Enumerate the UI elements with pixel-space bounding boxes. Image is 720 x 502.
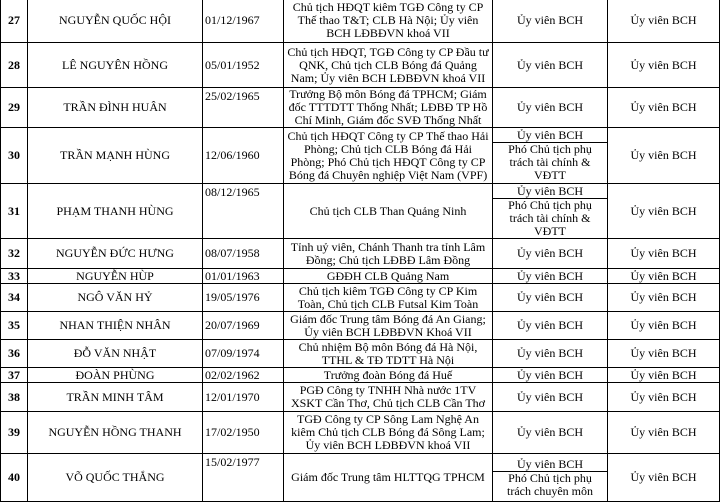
birth-date: 07/09/1974	[203, 340, 284, 368]
member-description: Chủ tịch CLB Than Quảng Ninh	[284, 184, 493, 239]
member-description: Chủ tịch kiêm TGĐ Công ty CP Kim Toàn, Chủ tịch CLB Futsal Kim Toàn	[284, 284, 493, 312]
birth-date: 12/06/1960	[203, 128, 284, 184]
member-description: Chủ tịch HĐQT kiêm TGĐ Công ty CP Thế thao T&T; CLB Hà Nội; Ủy viên BCH LĐBĐVN khoá VII	[284, 0, 493, 43]
member-name: PHẠM THANH HÙNG	[28, 184, 203, 239]
position-before: Ủy viên BCH	[493, 43, 608, 88]
table-row	[1, 43, 720, 88]
birth-date: 20/07/1969	[203, 312, 284, 340]
row-number: 27	[1, 0, 28, 43]
position-after: Ủy viên BCH	[608, 43, 720, 88]
table-row	[1, 269, 720, 284]
position-before: Ủy viên BCH	[493, 88, 608, 128]
row-number: 35	[1, 312, 28, 340]
member-name: NGUYỄN QUỐC HỘI	[28, 0, 203, 43]
member-name: NGUYỄN HÙP	[28, 269, 203, 284]
position-after: Ủy viên BCH	[608, 368, 720, 383]
position-before-primary: Ủy viên BCH	[493, 129, 607, 143]
row-number: 36	[1, 340, 28, 368]
position-after: Ủy viên BCH	[608, 284, 720, 312]
member-name: LÊ NGUYÊN HỒNG	[28, 43, 203, 88]
birth-date: 02/02/1962	[203, 368, 284, 383]
row-number: 40	[1, 454, 28, 502]
position-after: Ủy viên BCH	[608, 412, 720, 454]
position-before: Ủy viên BCH	[493, 383, 608, 412]
member-name: ĐỖ VĂN NHẬT	[28, 340, 203, 368]
member-name: ĐOÀN PHÙNG	[28, 368, 203, 383]
position-after: Ủy viên BCH	[608, 88, 720, 128]
birth-date: 08/12/1965	[203, 184, 284, 239]
table-row	[1, 88, 720, 128]
row-number: 39	[1, 412, 28, 454]
birth-date: 25/02/1965	[203, 88, 284, 128]
position-before	[493, 184, 608, 239]
birth-date: 01/01/1963	[203, 269, 284, 284]
table-row	[1, 340, 720, 368]
position-after: Ủy viên BCH	[608, 269, 720, 284]
position-before-secondary: Phó Chủ tịch phụ trách tài chính & VĐTT	[508, 142, 592, 182]
table-row	[1, 312, 720, 340]
member-description: TGĐ Công ty CP Sông Lam Nghệ An kiêm Chủ tịch CLB Bóng đá Sông Lam; Ủy viên BCH LĐBĐVN khoá VII	[284, 412, 493, 454]
birth-date: 12/01/1970	[203, 383, 284, 412]
member-description: GĐĐH CLB Quảng Nam	[284, 269, 493, 284]
member-name: TRẦN ĐÌNH HUÂN	[28, 88, 203, 128]
member-name: NHAN THIỆN NHÂN	[28, 312, 203, 340]
position-before: Ủy viên BCH	[493, 412, 608, 454]
member-description: PGĐ Công ty TNHH Nhà nước 1TV XSKT Cần Thơ, Chủ tịch CLB Cần Thơ	[284, 383, 493, 412]
table-row	[1, 383, 720, 412]
table-row	[1, 184, 720, 239]
position-after: Ủy viên BCH	[608, 312, 720, 340]
member-description: Giám đốc Trung tâm HLTTQG TPHCM	[284, 454, 493, 502]
member-name: NGÔ VĂN HỶ	[28, 284, 203, 312]
position-after: Ủy viên BCH	[608, 340, 720, 368]
position-before-primary: Ủy viên BCH	[493, 185, 607, 199]
position-before-secondary: Phó Chủ tịch phụ trách chuyên môn	[507, 470, 593, 498]
position-after: Ủy viên BCH	[608, 0, 720, 43]
table-row	[1, 412, 720, 454]
row-number: 37	[1, 368, 28, 383]
birth-date: 01/12/1967	[203, 0, 284, 43]
table-row	[1, 454, 720, 502]
position-after: Ủy viên BCH	[608, 128, 720, 184]
position-before: Ủy viên BCH	[493, 340, 608, 368]
member-description: Chủ tịch HĐQT, TGĐ Công ty CP Đầu tư QNK, Chủ tịch CLB Bóng đá Quảng Nam; Ủy viên BCH LĐBĐVN khoá VII	[284, 43, 493, 88]
member-description: Trưởng đoàn Bóng đá Huế	[284, 368, 493, 383]
birth-date: 08/07/1958	[203, 239, 284, 269]
position-before-secondary: Phó Chủ tịch phụ trách tài chính & VĐTT	[508, 197, 592, 238]
position-before: Ủy viên BCH	[493, 312, 608, 340]
birth-date: 15/02/1977	[203, 454, 284, 502]
position-before	[493, 454, 608, 502]
table-row	[1, 239, 720, 269]
position-after: Ủy viên BCH	[608, 239, 720, 269]
table-row	[1, 368, 720, 383]
row-number: 28	[1, 43, 28, 88]
row-number: 29	[1, 88, 28, 128]
member-name: VÕ QUỐC THẮNG	[28, 454, 203, 502]
birth-date: 17/02/1950	[203, 412, 284, 454]
member-name: TRẦN MẠNH HÙNG	[28, 128, 203, 184]
row-number: 33	[1, 269, 28, 284]
table-row	[1, 0, 720, 43]
position-before: Ủy viên BCH	[493, 0, 608, 43]
position-after: Ủy viên BCH	[608, 184, 720, 239]
position-before: Ủy viên BCH	[493, 269, 608, 284]
row-number: 31	[1, 184, 28, 239]
position-before: Ủy viên BCH	[493, 368, 608, 383]
position-after: Ủy viên BCH	[608, 454, 720, 502]
position-before	[493, 128, 608, 184]
birth-date: 19/05/1976	[203, 284, 284, 312]
position-after: Ủy viên BCH	[608, 383, 720, 412]
birth-date: 05/01/1952	[203, 43, 284, 88]
table-row	[1, 128, 720, 184]
member-name: NGUYỄN HỒNG THANH	[28, 412, 203, 454]
member-description: Giám đốc Trung tâm Bóng đá An Giang; Ủy viên BCH LĐBĐVN Khoá VII	[284, 312, 493, 340]
member-description: Chủ tịch HĐQT Công ty CP Thế thao Hải Phòng; Chủ tịch CLB Bóng đá Hải Phòng; Phó Chủ tịch HĐQT Công ty CP Bóng đá Chuyên nghiệp Việt Nam (VPF)	[284, 128, 493, 184]
member-description: Trưởng Bộ môn Bóng đá TPHCM; Giám đốc TTTDTT Thống Nhất; LĐBĐ TP Hồ Chí Minh, Giám đốc SVĐ Thống Nhất	[284, 88, 493, 128]
member-description: Tỉnh uỷ viên, Chánh Thanh tra tỉnh Lâm Đồng; Chủ tịch LĐBĐ Lâm Đồng	[284, 239, 493, 269]
member-name: TRẦN MINH TÂM	[28, 383, 203, 412]
row-number: 30	[1, 128, 28, 184]
table-row	[1, 284, 720, 312]
member-description: Chủ nhiệm Bộ môn Bóng đá Hà Nội, TTHL & TĐ TDTT Hà Nội	[284, 340, 493, 368]
member-name: NGUYỄN ĐỨC HƯNG	[28, 239, 203, 269]
row-number: 32	[1, 239, 28, 269]
row-number: 38	[1, 383, 28, 412]
position-before-primary: Ủy viên BCH	[493, 458, 607, 472]
position-before: Ủy viên BCH	[493, 284, 608, 312]
position-before: Ủy viên BCH	[493, 239, 608, 269]
row-number: 34	[1, 284, 28, 312]
